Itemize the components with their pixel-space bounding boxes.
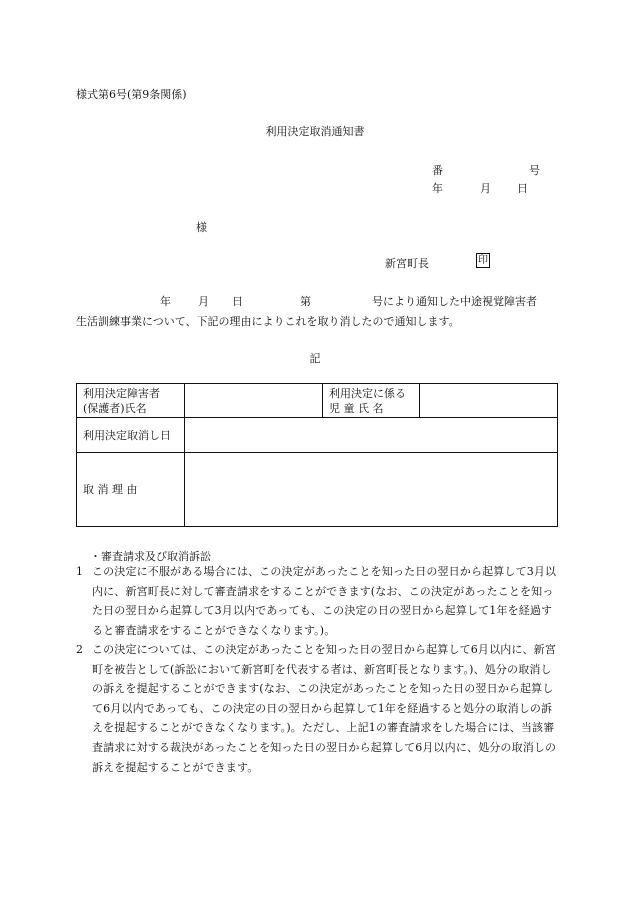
child-label-line2: 児 童 氏 名 [329,401,384,415]
table-row [77,453,558,527]
applicant-label-line2: (保護者)氏名 [83,401,147,415]
details-table [76,383,558,527]
cancel-reason-field[interactable] [185,453,558,527]
body-rest: 号により通知した中途視覚障害者 [372,295,537,308]
body-line-2: 生活訓練事業について、下記の理由によりこれを取り消したので通知します。 [76,315,460,328]
notice-item-1-number: 1 [76,565,83,578]
number-ban: 番 [432,164,443,177]
table-row [77,418,558,453]
cancel-date-label: 利用決定取消し日 [77,418,185,453]
notice-item-1 [76,562,558,640]
document-title: 利用決定取消通知書 [265,125,365,138]
body-dai: 第 [300,295,311,308]
addressee-suffix: 様 [196,221,207,234]
table-row [77,384,558,418]
notice-item-1-text: この決定に不服がある場合には、この決定があったことを知った日の翌日から起算して3月以内に、新宮町長に対して審査請求をすることができます(なお、この決定があったことを知った日の翌日から起算して3月以内であっても、この決定の日の翌日から起算して1年を経過すると審査請求をすることができなくなります。)。 [92,565,557,637]
body-year: 年 [160,295,171,308]
body-day: 日 [232,295,243,308]
child-label-line1: 利用決定に係る [329,386,406,400]
applicant-name-label [77,384,185,418]
document-number-label [432,162,540,178]
date-year: 年 [432,182,443,195]
number-go: 号 [529,164,540,177]
notice-item-2 [76,640,558,777]
body-month: 月 [198,295,209,308]
date-day: 日 [517,182,528,195]
notice-item-2-text: この決定については、この決定があったことを知った日の翌日から起算して6月以内に、新宮町を被告として(訴訟において新宮町を代表する者は、新宮町長となります。)、処分の取消しの訴えを提起することができます(なお、この決定があったことを知った日の翌日から起算して6月以内であっても、この決定の日の翌日から起算して1年を経過すると処分の取消しの訴えを提起することができなくなります。)。ただし、上記1の審査請求をした場合には、当該審査請求に対する裁決があったことを知った日の翌日から起算して6月以内に、処分の取消しの訴えを提起することができます。 [92,643,557,774]
cancel-date-field[interactable] [185,418,558,453]
child-name-label [323,384,420,418]
notice-item-2-number: 2 [76,643,83,656]
sender-name: 新宮町長 [385,257,429,270]
ki-marker: 記 [309,352,321,365]
child-name-field[interactable] [420,384,558,418]
applicant-name-field[interactable] [185,384,323,418]
cancel-reason-label: 取 消 理 由 [77,453,185,527]
notice-heading: ・審査請求及び取消訴訟 [90,550,211,563]
form-number: 様式第6号(第9条関係) [76,88,187,101]
date-month: 月 [480,182,491,195]
seal-mark: 印 [478,255,488,266]
applicant-label-line1: 利用決定障害者 [83,386,160,400]
